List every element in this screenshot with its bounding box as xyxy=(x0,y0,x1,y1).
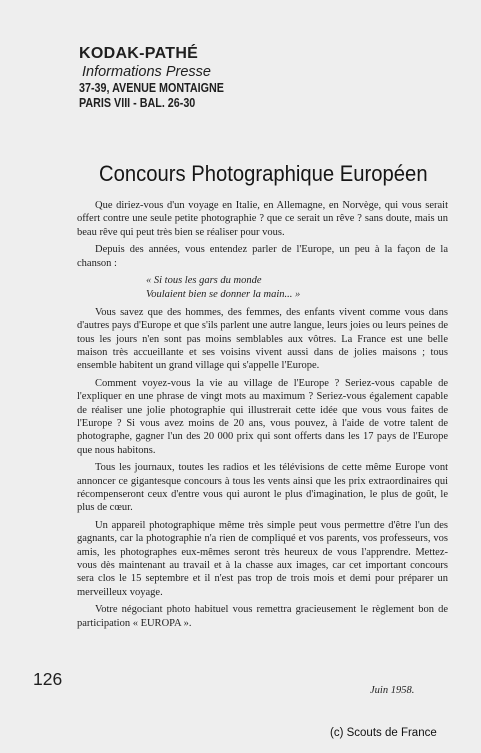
article-title: Concours Photographique Européen xyxy=(99,161,428,186)
company-name: KODAK-PATHÉ xyxy=(79,45,199,62)
letterhead xyxy=(79,44,279,111)
article-paragraph: Un appareil photographique même très simple peut vous permettre d'être l'un des gagnants, car la photographie n'a rien de compliqué et vos parents, vos professeurs, vos amis, les photographes eux-mêmes seront très heureux de vous l'apprendre. Mettez-vous dès maintenant au travail et à la chasse aux images, car cet important concours sera clos le 15 septembre et il n'est pas trop de trois mois et demi pour préparer un merveilleux voyage. xyxy=(77,520,448,598)
article-paragraph: Tous les journaux, toutes les radios et les télévisions de cette même Europe vont annoncer ce gigantesque concours à tous les vents ainsi que les prix extraordinaires qui récompenseront ceux d'entre vous qui auront le plus d'imagination, le plus de goût, le plus de cœur. xyxy=(77,462,448,514)
copyright-watermark: (c) Scouts de France xyxy=(330,727,437,739)
article-paragraph: Que diriez-vous d'un voyage en Italie, en Allemagne, en Norvège, qui vous serait offert contre une seule petite photographie ? que ce serait un rêve ? sans doute, mais un beau rêve qui peut très bien se réaliser pour vous. xyxy=(77,200,448,238)
article-paragraph: Vous savez que des hommes, des femmes, des enfants vivent comme vous dans d'autres pays d'Europe et que s'ils parlent une autre langue, leurs joies ou leurs peines de tous les jours n'en sont pas moins semblables aux vôtres. La France est une belle maison très accueillante et ses voisins vivent aussi dans de jolies maisons ; tous ensemble habitent un grand village qui s'appelle l'Europe. xyxy=(77,307,448,372)
article-body xyxy=(77,199,448,634)
page-number: 126 xyxy=(33,669,63,689)
song-quote xyxy=(146,274,448,301)
song-quote-line: « Si tous les gars du monde xyxy=(146,275,262,287)
address-line-1: 37-39, AVENUE MONTAIGNE xyxy=(79,81,224,95)
address-line-2: PARIS VIII - BAL. 26-30 xyxy=(79,96,196,110)
article-paragraph: Comment voyez-vous la vie au village de l'Europe ? Seriez-vous capable de l'expliquer en une phrase de vingt mots au maximum ? Seriez-vous également capable de réaliser une jolie photographie qui illustrerait cette idée que vous vous faites de l'Europe ? Si vous avez moins de 20 ans, vous pouvez, à l'aide de votre talent de photographe, gagner l'un des 20 000 prix qui sont offerts dans les 17 pays de l'Europe que nous habitons. xyxy=(77,378,448,456)
article-paragraph: Depuis des années, vous entendez parler de l'Europe, un peu à la façon de la chanson : xyxy=(77,244,448,269)
song-quote-line: Voulaient bien se donner la main... » xyxy=(146,288,301,300)
letterhead-subtitle: Informations Presse xyxy=(82,64,211,80)
article-date: Juin 1958. xyxy=(370,685,415,696)
article-paragraph: Votre négociant photo habituel vous remettra gracieusement le règlement bon de participation « EUROPA ». xyxy=(77,604,448,629)
